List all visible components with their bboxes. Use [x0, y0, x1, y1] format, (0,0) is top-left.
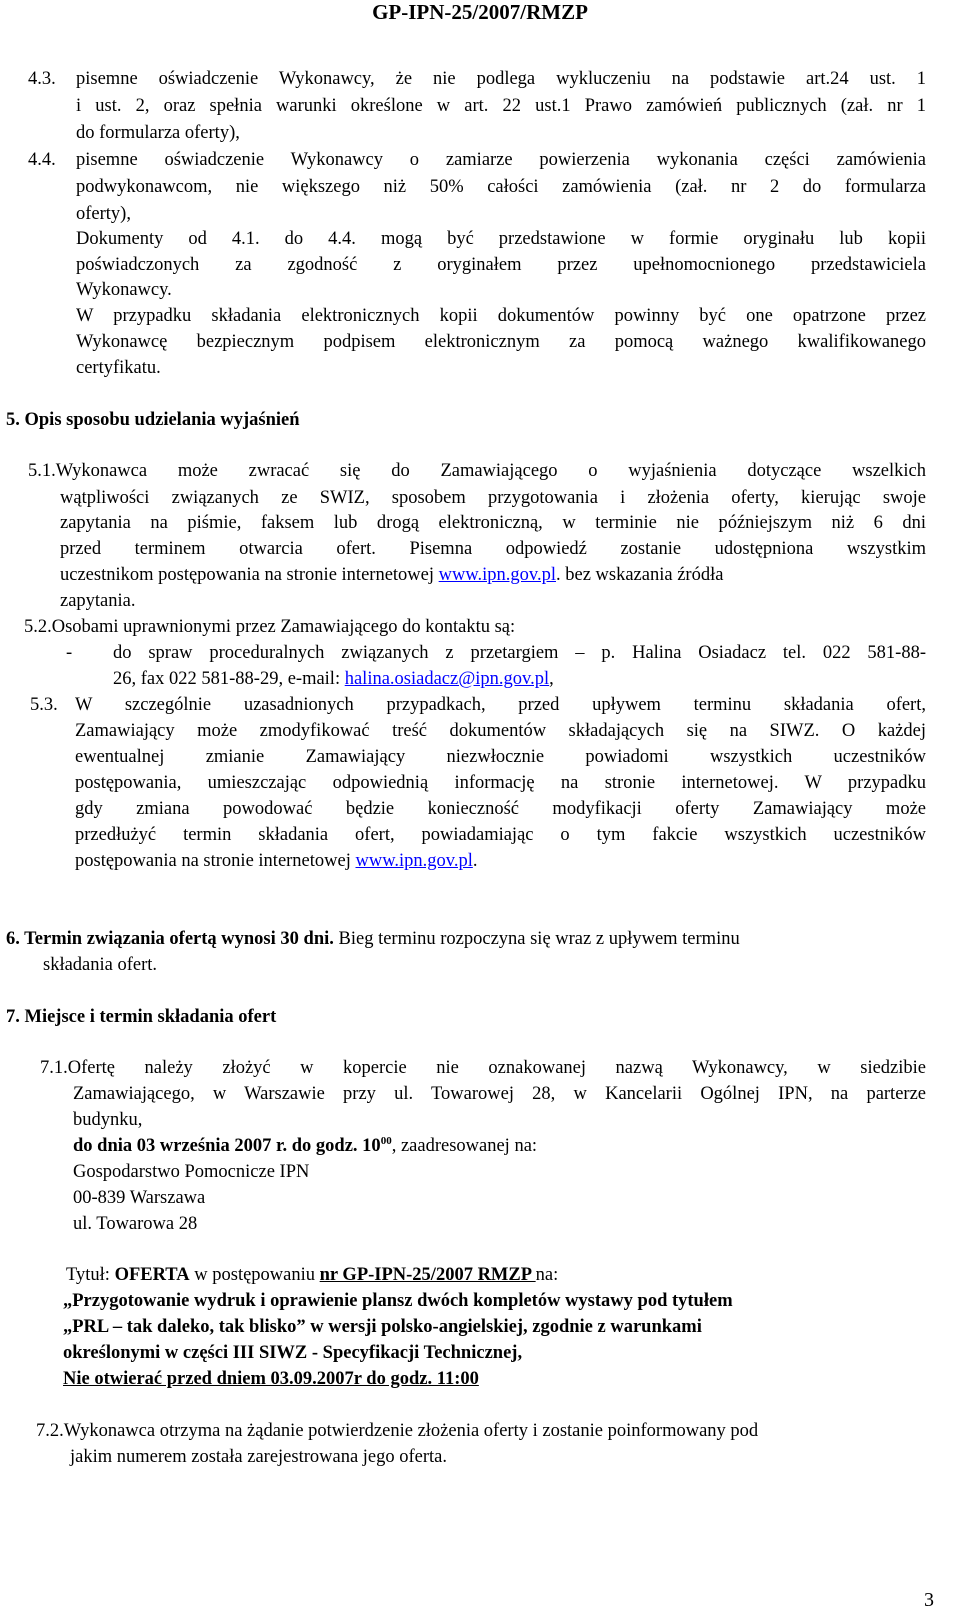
deadline-line	[73, 1135, 537, 1157]
page-number: 3	[924, 1589, 934, 1611]
address-line-1: Gospodarstwo Pomocnicze IPN	[73, 1162, 310, 1182]
ipn-website-link-2[interactable]: www.ipn.gov.pl	[355, 851, 473, 871]
para-5-1-line-6: zapytania.	[60, 591, 136, 611]
electronic-note-line-1: W przypadku składania elektronicznych kopii dokumentów powinny być one opatrzone przez	[76, 306, 926, 326]
para-7-2-line-2: jakim numerem została zarejestrowana jego oferta.	[70, 1447, 448, 1467]
section-6-heading: 6. Termin związania ofertą wynosi 30 dni.	[6, 929, 334, 949]
electronic-note-line-2: Wykonawcę bezpiecznym podpisem elektronicznym za pomocą ważnego kwalifikowanego	[76, 332, 926, 352]
documents-note-line-1: Dokumenty od 4.1. do 4.4. mogą być przedstawione w formie oryginału lub kopii	[76, 229, 926, 249]
para-7-1-line-3: budynku,	[73, 1110, 143, 1130]
section-6-line-1	[6, 928, 740, 950]
para-5-3-line-7	[75, 850, 477, 872]
envelope-title-number: nr GP-IPN-25/2007 RMZP	[319, 1265, 536, 1285]
item-4-3-number: 4.3.	[28, 69, 56, 89]
section-6-line-2: składania ofert.	[43, 955, 158, 975]
para-5-3-line-7-text: postępowania na stronie internetowej	[75, 851, 356, 871]
para-5-1-line-1: 5.1.Wykonawca może zwracać się do Zamawiającego o wyjaśnienia dotyczące wszelkich	[28, 461, 926, 481]
item-4-4-line-3: oferty),	[76, 204, 131, 224]
para-5-3-line-7-tail: .	[472, 851, 478, 871]
para-5-3-line-4: postępowania, umieszczając odpowiednią informację na stronie internetowej. W przypadku	[75, 773, 926, 793]
item-4-4-line-2: podwykonawcom, nie większego niż 50% całości zamówienia (zał. nr 2 do formularza	[76, 177, 926, 197]
para-5-2-line-2: do spraw proceduralnych związanych z przetargiem – p. Halina Osiadacz tel. 022 581-88-	[113, 643, 926, 663]
envelope-title-mid: w postępowaniu	[189, 1265, 320, 1285]
envelope-title-line	[66, 1264, 558, 1286]
deadline-text: do dnia 03 września 2007 r. do godz. 10	[73, 1136, 381, 1156]
para-5-2-line-3	[113, 668, 554, 690]
para-7-2-line-1: 7.2.Wykonawca otrzyma na żądanie potwierdzenie złożenia oferty i zostanie poinformowany pod	[36, 1421, 759, 1441]
para-5-1-line-5-text: uczestnikom postępowania na stronie internetowej	[60, 565, 439, 585]
envelope-subject-line-3: określonymi w części III SIWZ - Specyfikacji Technicznej,	[63, 1343, 523, 1363]
envelope-subject-line-2: „PRL – tak daleko, tak blisko” w wersji polsko-angielskiej, zgodnie z warunkami	[63, 1317, 702, 1337]
para-5-1-line-2: wątpliwości związanych ze SWIZ, sposobem przygotowania i złożenia oferty, kierując swoje	[60, 488, 926, 508]
section-6-text: Bieg terminu rozpoczyna się wraz z upływem terminu	[333, 929, 740, 949]
para-5-2-dash: -	[66, 643, 73, 663]
envelope-title-label: Tytuł:	[66, 1265, 115, 1285]
para-5-1-line-5-tail: . bez wskazania źródła	[555, 565, 724, 585]
para-5-1-line-3: zapytania na piśmie, faksem lub drogą elektroniczną, w terminie nie późniejszym niż 6 dni	[60, 513, 926, 533]
para-5-3-line-6: przedłużyć termin składania ofert, powiadamiając o tym fakcie wszystkich uczestników	[75, 825, 926, 845]
address-line-3: ul. Towarowa 28	[73, 1214, 198, 1234]
do-not-open-notice: Nie otwierać przed dniem 03.09.2007r do godz. 11:00	[63, 1369, 479, 1389]
para-5-3-line-3: ewentualnej zmianie Zamawiający niezwłocznie powiadomi wszystkich uczestników	[75, 747, 926, 767]
para-5-1-line-4: przed terminem otwarcia ofert. Pisemna odpowiedź zostanie udostępniona wszystkim	[60, 539, 926, 559]
deadline-tail: , zaadresowanej na:	[391, 1136, 538, 1156]
envelope-title-oferta: OFERTA	[114, 1265, 190, 1285]
electronic-note-line-3: certyfikatu.	[76, 358, 161, 378]
deadline-minutes: 00	[380, 1135, 392, 1147]
envelope-subject-line-1: „Przygotowanie wydruk i oprawienie plansz dwóch kompletów wystawy pod tytułem	[63, 1291, 733, 1311]
address-line-2: 00-839 Warszawa	[73, 1188, 206, 1208]
section-5-heading: 5. Opis sposobu udzielania wyjaśnień	[6, 410, 300, 430]
item-4-4-number: 4.4.	[28, 150, 56, 170]
para-5-3-line-2: Zamawiający może zmodyfikować treść dokumentów składających się na SIWZ. O każdej	[75, 721, 926, 741]
para-7-1-line-2: Zamawiającego, w Warszawie przy ul. Towarowej 28, w Kancelarii Ogólnej IPN, na parterze	[73, 1084, 926, 1104]
item-4-3-line-3: do formularza oferty),	[76, 123, 240, 143]
para-5-3-number: 5.3.	[30, 695, 58, 715]
envelope-title-tail: na:	[535, 1265, 559, 1285]
para-5-2-line-3-tail: ,	[549, 669, 554, 689]
para-5-2-line-3-text: 26, fax 022 581-88-29, e-mail:	[113, 669, 345, 689]
documents-note-line-3: Wykonawcy.	[76, 280, 172, 300]
document-header: GP-IPN-25/2007/RMZP	[372, 0, 588, 24]
para-5-2-line-1: 5.2.Osobami uprawnionymi przez Zamawiającego do kontaktu są:	[24, 617, 516, 637]
para-7-1-line-1: 7.1.Ofertę należy złożyć w kopercie nie oznakowanej nazwą Wykonawcy, w siedzibie	[40, 1058, 926, 1078]
para-5-3-line-5: gdy zmiana powodować będzie konieczność modyfikacji oferty Zamawiający może	[75, 799, 926, 819]
para-5-1-line-5	[60, 564, 723, 586]
item-4-4-line-1: pisemne oświadczenie Wykonawcy o zamiarze powierzenia wykonania części zamówienia	[76, 150, 926, 170]
section-7-heading: 7. Miejsce i termin składania ofert	[6, 1007, 277, 1027]
item-4-3-line-2: i ust. 2, oraz spełnia warunki określone w art. 22 ust.1 Prawo zamówień publicznych (zał. nr 1	[76, 96, 926, 116]
documents-note-line-2: poświadczonych za zgodność z oryginałem przez upełnomocnionego przedstawiciela	[76, 255, 926, 275]
ipn-website-link[interactable]: www.ipn.gov.pl	[438, 565, 556, 585]
para-5-3-line-1: W szczególnie uzasadnionych przypadkach, przed upływem terminu składania ofert,	[75, 695, 926, 715]
item-4-3-line-1: pisemne oświadczenie Wykonawcy, że nie podlega wykluczeniu na podstawie art.24 ust. 1	[76, 69, 926, 89]
email-link[interactable]: halina.osiadacz@ipn.gov.pl	[344, 669, 550, 689]
